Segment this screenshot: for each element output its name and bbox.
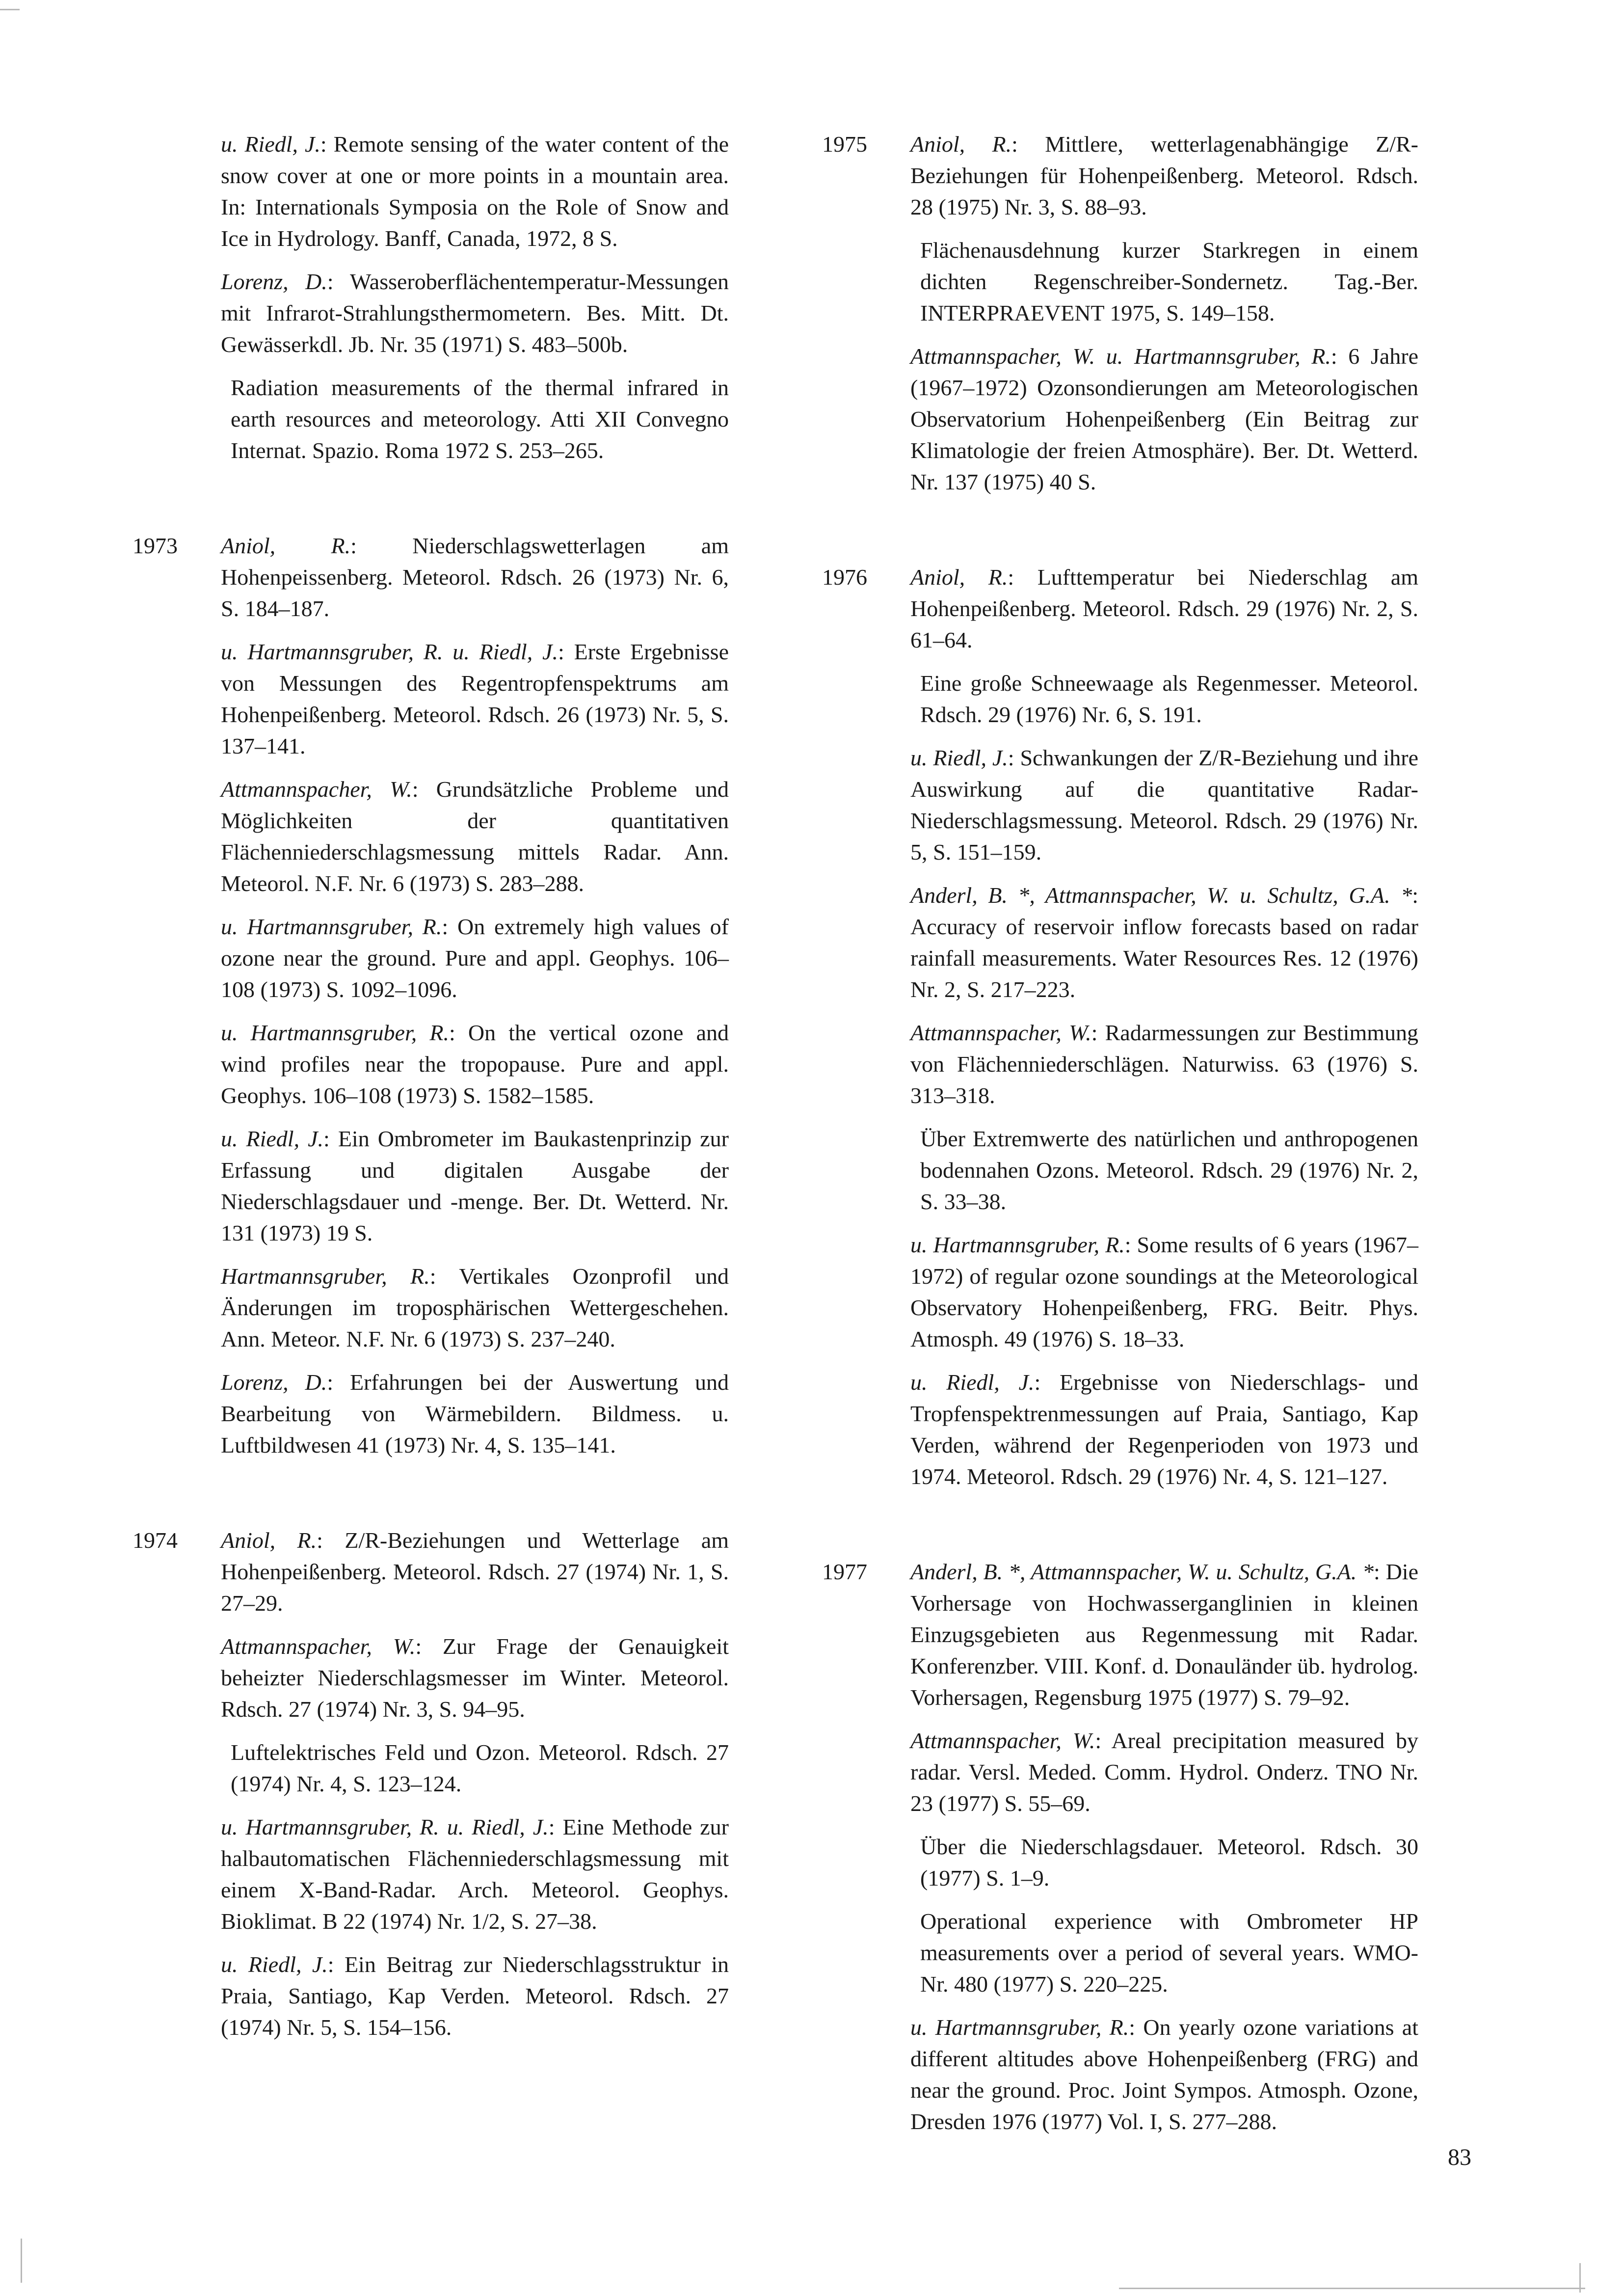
bibliography-entry <box>822 880 1418 1005</box>
entry-author: u. Riedl, J. <box>221 132 320 157</box>
entry-text: : Die Vorhersage von Hochwasserganglinien in kleinen Einzugsgebieten aus Regenmessung mit Radar. Konferenzber. VIII. Konf. d. Donauländer üb. hydrolog. Vorhersagen, Regensburg 1975 (1977) S. 79–92. <box>910 1559 1418 1710</box>
entry-text: : On extremely high values of ozone near the ground. Pure and appl. Geophys. 106–108 (1973) S. 1092–1096. <box>221 914 729 1002</box>
bibliography-entry <box>133 1261 729 1355</box>
entry-text: : Zur Frage der Genauigkeit beheizter Niederschlagsmesser im Winter. Meteorol. Rdsch. 27 (1974) Nr. 3, S. 94–95. <box>221 1634 729 1722</box>
entry-author: u. Riedl, J. <box>910 745 1008 770</box>
entry-author: u. Hartmannsgruber, R. <box>221 1020 449 1045</box>
entry-author: u. Riedl, J. <box>221 1952 328 1977</box>
year-label: 1975 <box>822 132 867 157</box>
bibliography-entry <box>822 1367 1418 1492</box>
entry-text: Flächenausdehnung kurzer Starkregen in einem dichten Regenschreiber-Sondernetz. Tag.-Ber. INTERPRAEVENT 1975, S. 149–158. <box>920 238 1418 325</box>
bibliography-entry <box>822 129 1418 223</box>
entry-text: : Eine Methode zur halbautomatischen Flächenniederschlagsmessung mit einem X-Band-Radar. Arch. Meteorol. Geophys. Bioklimat. B 22 (1974) Nr. 1/2, S. 27–38. <box>221 1814 729 1934</box>
left-column <box>133 129 729 2055</box>
entry-text: Über die Niederschlagsdauer. Meteorol. Rdsch. 30 (1977) S. 1–9. <box>920 1834 1418 1891</box>
bibliography-entry <box>822 235 1418 329</box>
bibliography-entry <box>133 129 729 254</box>
entry-text: : Ein Beitrag zur Niederschlagsstruktur in Praia, Santiago, Kap Verden. Meteorol. Rdsch. 27 (1974) Nr. 5, S. 154–156. <box>221 1952 729 2040</box>
entry-text: : Grundsätzliche Probleme und Möglichkeiten der quantitativen Flächenniederschlagsmessung mittels Radar. Ann. Meteorol. N.F. Nr. 6 (1973) S. 283–288. <box>221 777 729 896</box>
entry-author: Hartmannsgruber, R. <box>221 1264 430 1289</box>
right-column <box>822 129 1418 2149</box>
entry-text: : Radarmessungen zur Bestimmung von Flächenniederschlägen. Naturwiss. 63 (1976) S. 313–318. <box>910 1020 1419 1108</box>
bibliography-entry <box>133 1631 729 1725</box>
bibliography-entry <box>133 1811 729 1937</box>
entry-author: u. Hartmannsgruber, R. u. Riedl, J. <box>221 639 558 664</box>
entry-text: : 6 Jahre (1967–1972) Ozonsondierungen am Meteorologischen Observatorium Hohenpeißenberg (Ein Beitrag zur Klimatologie der freien Atmosphäre). Ber. Dt. Wetterd. Nr. 137 (1975) 40 S. <box>910 344 1418 494</box>
bibliography-entry <box>133 911 729 1005</box>
year-label: 1973 <box>133 533 178 558</box>
entry-text: : On yearly ozone variations at different altitudes above Hohenpeißenberg (FRG) and near the ground. Proc. Joint Sympos. Atmosph. Ozone, Dresden 1976 (1977) Vol. I, S. 277–288. <box>910 2015 1419 2134</box>
year-label: 1974 <box>133 1528 178 1553</box>
bibliography-year-group <box>822 562 1418 1492</box>
entry-author: Aniol, R. <box>221 533 351 558</box>
bibliography-entry <box>822 1556 1418 1713</box>
year-label: 1977 <box>822 1559 867 1584</box>
entry-text: Über Extremwerte des natürlichen und anthropogenen bodennahen Ozons. Meteorol. Rdsch. 29 (1976) Nr. 2, S. 33–38. <box>920 1126 1418 1214</box>
bibliography-entry <box>822 341 1418 498</box>
entry-author: Attmannspacher, W. <box>910 1728 1095 1753</box>
bibliography-entry <box>133 372 729 466</box>
bibliography-entry <box>133 636 729 762</box>
entry-author: u. Hartmannsgruber, R. <box>910 2015 1129 2040</box>
entry-text: : Schwankungen der Z/R-Beziehung und ihre Auswirkung auf die quantitative Radar-Niederschlagsmessung. Meteorol. Rdsch. 29 (1976) Nr. 5, S. 151–159. <box>910 745 1418 864</box>
entry-text: : Wasseroberflächentemperatur-Messungen mit Infrarot-Strahlungsthermometern. Bes. Mitt. Dt. Gewässerkdl. Jb. Nr. 35 (1971) S. 483–500b. <box>221 269 729 357</box>
bibliography-entry <box>822 1017 1418 1111</box>
bibliography-year-group <box>822 1556 1418 2137</box>
entry-text: : Accuracy of reservoir inflow forecasts based on radar rainfall measurements. Water Resources Res. 12 (1976) Nr. 2, S. 217–223. <box>910 883 1418 1002</box>
entry-author: u. Hartmannsgruber, R. u. Riedl, J. <box>221 1814 549 1839</box>
entry-text: Eine große Schneewaage als Regenmesser. Meteorol. Rdsch. 29 (1976) Nr. 6, S. 191. <box>920 671 1418 727</box>
entry-text: : Remote sensing of the water content of the snow cover at one or more points in a mountain area. In: Internationals Symposia on the Role of Snow and Ice in Hydrology. Banff, Canada, 1972, 8 S. <box>221 132 729 251</box>
entry-text: : Niederschlagswetterlagen am Hohenpeissenberg. Meteorol. Rdsch. 26 (1973) Nr. 6, S. 184–187. <box>221 533 729 621</box>
bibliography-entry <box>822 1229 1418 1355</box>
entry-author: Aniol, R. <box>221 1528 317 1553</box>
entry-author: Aniol, R. <box>910 132 1012 157</box>
year-label: 1976 <box>822 565 867 590</box>
bibliography-entry <box>822 742 1418 868</box>
entry-author: Lorenz, D. <box>221 1370 327 1395</box>
bibliography-entry <box>133 1737 729 1800</box>
bibliography-entry <box>133 774 729 899</box>
entry-text: Operational experience with Ombrometer HP measurements over a period of several years. WMO-Nr. 480 (1977) S. 220–225. <box>920 1909 1418 1997</box>
bibliography-year-group <box>133 1525 729 2043</box>
entry-text: : Areal precipitation measured by radar. Versl. Meded. Comm. Hydrol. Onderz. TNO Nr. 23 (1977) S. 55–69. <box>910 1728 1418 1816</box>
entry-author: Aniol, R. <box>910 565 1008 590</box>
entry-author: Anderl, B. *, Attmannspacher, W. u. Schultz, G.A. * <box>910 883 1412 908</box>
bibliography-entry <box>133 1367 729 1461</box>
entry-text: : Z/R-Beziehungen und Wetterlage am Hohenpeißenberg. Meteorol. Rdsch. 27 (1974) Nr. 1, S. 27–29. <box>221 1528 729 1616</box>
bibliography-year-group <box>822 129 1418 498</box>
bibliography-entry <box>133 1949 729 2043</box>
entry-author: u. Hartmannsgruber, R. <box>910 1232 1125 1257</box>
entry-text: : Ein Ombrometer im Baukastenprinzip zur Erfassung und digitalen Ausgabe der Niederschlagsdauer und -menge. Ber. Dt. Wetterd. Nr. 131 (1973) 19 S. <box>221 1126 729 1245</box>
bibliography-entry <box>822 1725 1418 1819</box>
entry-author: u. Riedl, J. <box>221 1126 324 1151</box>
entry-author: Attmannspacher, W. <box>221 1634 416 1659</box>
entry-text: : Erfahrungen bei der Auswertung und Bearbeitung von Wärmebildern. Bildmess. u. Luftbildwesen 41 (1973) Nr. 4, S. 135–141. <box>221 1370 729 1458</box>
entry-text: : Lufttemperatur bei Niederschlag am Hohenpeißenberg. Meteorol. Rdsch. 29 (1976) Nr. 2, S. 61–64. <box>910 565 1418 652</box>
bibliography-entry <box>822 1831 1418 1894</box>
entry-author: Anderl, B. *, Attmannspacher, W. u. Schultz, G.A. * <box>910 1559 1374 1584</box>
bibliography-entry <box>133 1123 729 1249</box>
entry-text: : Vertikales Ozonprofil und Änderungen im troposphärischen Wettergeschehen. Ann. Meteor. N.F. Nr. 6 (1973) S. 237–240. <box>221 1264 729 1351</box>
scan-edge-mark <box>1119 2288 1585 2289</box>
bibliography-entry <box>133 266 729 360</box>
bibliography-year-group <box>133 129 729 466</box>
bibliography-entry <box>133 1017 729 1111</box>
bibliography-entry <box>822 562 1418 656</box>
entry-text: : Some results of 6 years (1967–1972) of regular ozone soundings at the Meteorological Observatory Hohenpeißenberg, FRG. Beitr. Phys. Atmosph. 49 (1976) S. 18–33. <box>910 1232 1418 1351</box>
bibliography-entry <box>822 668 1418 730</box>
page-number: 83 <box>1448 2144 1471 2170</box>
scan-edge-mark <box>0 9 20 10</box>
bibliography-year-group <box>133 530 729 1461</box>
bibliography-entry <box>822 2012 1418 2137</box>
entry-author: Attmannspacher, W. <box>221 777 412 802</box>
bibliography-entry <box>133 1525 729 1619</box>
entry-text: : Ergebnisse von Niederschlags- und Tropfenspektrenmessungen auf Praia, Santiago, Kap Verden, während der Regenperioden von 1973 und 1974. Meteorol. Rdsch. 29 (1976) Nr. 4, S. 121–127. <box>910 1370 1418 1489</box>
entry-author: u. Hartmannsgruber, R. <box>221 914 442 939</box>
entry-author: Attmannspacher, W. u. Hartmannsgruber, R. <box>910 344 1331 369</box>
entry-text: : Mittlere, wetterlagenabhängige Z/R-Beziehungen für Hohenpeißenberg. Meteorol. Rdsch. 28 (1975) Nr. 3, S. 88–93. <box>910 132 1418 219</box>
entry-text: : On the vertical ozone and wind profiles near the tropopause. Pure and appl. Geophys. 106–108 (1973) S. 1582–1585. <box>221 1020 729 1108</box>
entry-text: : Erste Ergebnisse von Messungen des Regentropfenspektrums am Hohenpeißenberg. Meteorol. Rdsch. 26 (1973) Nr. 5, S. 137–141. <box>221 639 729 758</box>
entry-text: Luftelektrisches Feld und Ozon. Meteorol. Rdsch. 27 (1974) Nr. 4, S. 123–124. <box>231 1740 729 1796</box>
entry-author: Lorenz, D. <box>221 269 327 294</box>
entry-text: Radiation measurements of the thermal infrared in earth resources and meteorology. Atti XII Convegno Internat. Spazio. Roma 1972 S. 253–265. <box>231 375 729 463</box>
scan-edge-mark <box>21 2239 22 2283</box>
bibliography-entry <box>822 1906 1418 2000</box>
entry-author: u. Riedl, J. <box>910 1370 1035 1395</box>
entry-author: Attmannspacher, W. <box>910 1020 1091 1045</box>
bibliography-entry <box>822 1123 1418 1217</box>
bibliography-entry <box>133 530 729 624</box>
